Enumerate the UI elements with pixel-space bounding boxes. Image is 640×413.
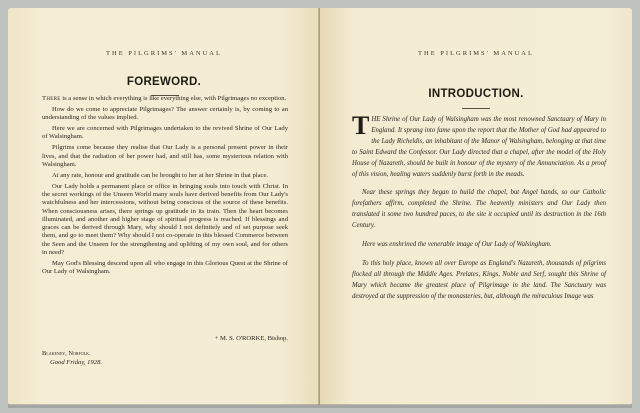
title-rule-right xyxy=(462,108,490,109)
running-head-left: THE PILGRIMS' MANUAL xyxy=(106,50,222,57)
foreword-paragraph: May God's Blessing descend upon all who engage in this Glorious Quest at the Shrine of Our Lady of Walsingham. xyxy=(42,259,288,276)
introduction-title: INTRODUCTION. xyxy=(428,88,524,100)
introduction-paragraph: To this holy place, known all over Europe as England's Nazareth, thousands of pilgrims flocked all through the Middle Ages. Prelates, Kings, Noble and Serf, sought this Shrine of Mary which became the greatest place of Pilgrimage in the land. The Sanctuary was destroyed at the suppression of the monasteries, but, although the miraculous Image was xyxy=(352,259,606,300)
foreword-paragraph: Our Lady holds a permanent place or office in bringing souls into touch with Christ. In the secret workings of the Unseen World many souls have derived benefits from Our Lady's watchfulness and her intercessions, without being conscious of the source of these benefits. When consciousness arises, there springs up gratitude in its train. Then the heart becomes illuminated, and another and higher stage of spiritual progress is reached. If blessings and graces can be derived through Mary, why should I not definitely and of set purpose seek them, and go to meet them? Why should I not co-operate in this blessed Commerce between the Seen and the Unseen for the strengthening and uplifting of my own soul, and for others in need? xyxy=(42,182,288,257)
page-edge-shadow xyxy=(8,404,632,408)
foreword-paragraph: How do we come to appreciate Pilgrimages? The answer certainly is, by coming to an understanding of the values implied. xyxy=(42,105,288,122)
foreword-paragraph: At any rate, honour and gratitude can be brought to her at her Shrine in that place. xyxy=(52,171,269,179)
drop-cap: T xyxy=(352,111,370,140)
foreword-paragraph: There is a sense in which everything is like everything else, with Pilgrimages no exception. xyxy=(42,95,287,102)
foreword-title: FOREWORD. xyxy=(126,76,202,88)
signoff-date: Good Friday, 1928. xyxy=(50,359,103,366)
running-head-right: THE PILGRIMS' MANUAL xyxy=(418,50,534,57)
foreword-paragraph: Pilgrims come because they realise that Our Lady is a personal present power in their lives, and that the radiation of her power had, and still has, some mysterious relation with Walsingham. xyxy=(42,144,288,168)
foreword-signoff xyxy=(42,334,288,367)
foreword-body xyxy=(42,95,288,279)
introduction-paragraph: Near these springs they began to build the chapel, but Angel hands, so our Catholic forefathers affirm, completed the Shrine. The heavenly ministers and Our Lady then translated it some two hundred paces, to the site it occupied until its destruction in the 16th Century. xyxy=(352,189,606,230)
signoff-place: Blakeney, Norfolk. xyxy=(42,350,91,357)
introduction-paragraph: THE Shrine of Our Lady of Walsingham was the most renowned Sanctuary of Mary in England. It sprang into fame upon the report that the Mother of God had appeared to the Lady Richeldis, an inhabitant of the Manor of Walsingham, belonging at that time to Saint Edward the Confessor. Our Lady directed that a chapel, after the model of the Holy House of Nazareth, should be built in honour of the mystery of the Annunciation. As a proof of this vision, healing waters suddenly burst forth in the meads. xyxy=(352,111,606,178)
introduction-body xyxy=(352,111,606,311)
bishop-signature: + M. S. O'RORKE, Bishop. xyxy=(214,335,288,342)
introduction-paragraph: Here was enshrined the venerable image of Our Lady of Walsingham. xyxy=(362,241,552,249)
foreword-paragraph: Here we are concerned with Pilgrimages undertaken to the revived Shrine of Our Lady of Walsingham. xyxy=(42,125,288,141)
